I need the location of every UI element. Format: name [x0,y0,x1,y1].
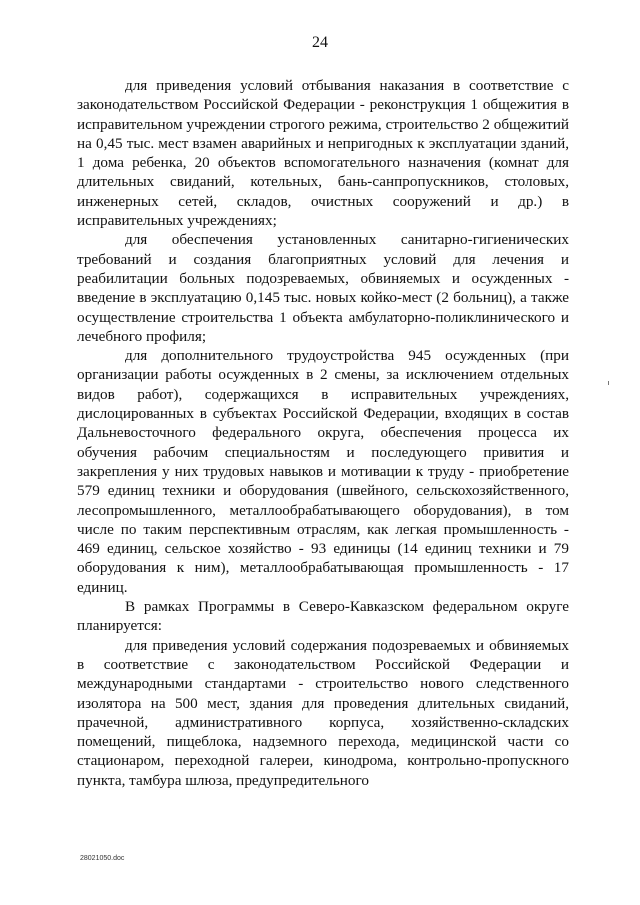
paragraph: для приведения условий отбывания наказания в соответствие с законодательством Российской Федерации - реконструкция 1 общежития в исправительном учреждении строгого режима, строительство 2 общежитий на 0,45 тыс. мест взамен аварийных и непригодных к эксплуатации зданий, 1 дома ребенка, 20 объектов вспомогательного назначения (комнат для длительных свиданий, котельных, бань-санпропускников, столовых, инженерных сетей, складов, очистных сооружений и др.) в исправительных учреждениях; [77,77,569,230]
file-name-footer: 28021050.doc [80,855,125,862]
document-body [77,76,569,790]
page-number: 24 [312,34,328,51]
paragraph: для дополнительного трудоустройства 945 осужденных (при организации работы осужденных в 2 смены, за исключением отдельных видов работ), содержащихся в исправительных учреждениях, дислоцированных в субъектах Российской Федерации, входящих в состав Дальневосточного федерального округа, обеспечения процесса их обучения рабочим специальностям и последующего привития и закрепления у них трудовых навыков и мотивации к труду - приобретение 579 единиц техники и оборудования (швейного, сельскохозяйственного, лесопромышленного, металлообрабатывающего оборудования), в том числе по таким перспективным отраслям, как легкая промышленность - 469 единиц, сельское хозяйство - 93 единицы (14 единиц техники и 79 оборудования к ним), металлообрабатывающая промышленность - 17 единиц. [77,347,569,596]
paragraph: для обеспечения установленных санитарно-гигиенических требований и создания благоприятных условий для лечения и реабилитации больных подозреваемых, обвиняемых и осужденных - введение в эксплуатацию 0,145 тыс. новых койко-мест (2 больниц), а также осуществление строительства 1 объекта амбулаторно-поликлинического и лечебного профиля; [77,231,569,345]
paragraph: В рамках Программы в Северо-Кавказском федеральном округе планируется: [77,598,569,635]
paragraph: для приведения условий содержания подозреваемых и обвиняемых в соответствие с законодательством Российской Федерации и международными стандартами - строительство нового следственного изолятора на 500 мест, здания для проведения длительных свиданий, прачечной, административного корпуса, хозяйственно-складских помещений, пищеблока, надземного перехода, медицинской части со стационаром, переходной галереи, кинодрома, контрольно-пропускного пункта, тамбура шлюза, предупредительного [77,636,569,789]
margin-mark [608,381,609,385]
